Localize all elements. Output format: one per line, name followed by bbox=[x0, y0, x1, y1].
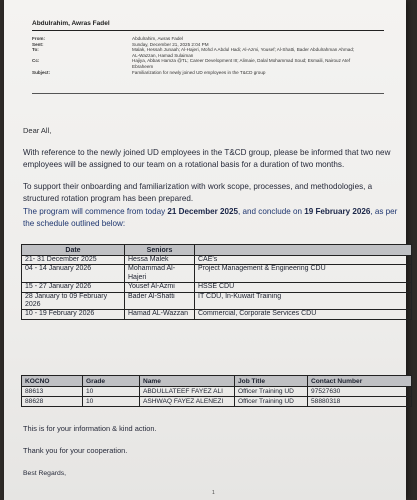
roster-header-kocno: KOCNO bbox=[22, 376, 83, 387]
schedule-dept: Project Management & Engineering CDU bbox=[195, 265, 412, 283]
schedule-dept: CAE's bbox=[195, 256, 412, 265]
regards-line: Best Regards, bbox=[23, 470, 67, 477]
roster-grade: 10 bbox=[83, 387, 140, 397]
roster-contact: 58880318 bbox=[308, 397, 412, 407]
roster-header-name: Name bbox=[140, 376, 235, 387]
roster-name: ABDULLATEEF FAYEZ ALI bbox=[140, 387, 235, 397]
schedule-date: 10 - 19 February 2026 bbox=[22, 310, 125, 319]
schedule-date: 15 - 27 January 2026 bbox=[22, 283, 125, 292]
roster-row bbox=[22, 397, 412, 407]
header-divider bbox=[32, 30, 384, 31]
to-value: Malak, Hessah Junaah; Al-Hajeri, Mohd A Abdul Hadi; Al-Azmi, Yousef; Al-Shatti, Bader Abdulrahman Ahmad; AL-Wazzan, Hamad Sulaiman bbox=[132, 47, 355, 58]
schedule-header-seniors: Seniors bbox=[125, 245, 195, 256]
schedule-row bbox=[22, 283, 412, 292]
roster-contact: 97527630 bbox=[308, 387, 412, 397]
schedule-senior: Bader Al-Shatti bbox=[125, 292, 195, 310]
greeting: Dear All, bbox=[23, 126, 52, 135]
schedule-row bbox=[22, 292, 412, 310]
thanks-line: Thank you for your cooperation. bbox=[23, 446, 128, 455]
roster-name: ASHWAQ FAYEZ ALENEZI bbox=[140, 397, 235, 407]
email-header-block bbox=[32, 36, 362, 75]
to-label: To: bbox=[32, 47, 39, 53]
program-paragraph bbox=[23, 206, 398, 231]
schedule-header-dept bbox=[195, 245, 412, 256]
header-bottom-divider bbox=[32, 93, 384, 94]
schedule-senior: Mohammad Al-Hajeri bbox=[125, 265, 195, 283]
roster-header-contact: Contact Number bbox=[308, 376, 412, 387]
sent-value: Sunday, December 21, 2025 2:04 PM bbox=[132, 41, 209, 47]
sender-name: Abdulrahim, Awras Fadel bbox=[32, 20, 110, 27]
roster-grade: 10 bbox=[83, 397, 140, 407]
schedule-senior: Hessa Malek bbox=[125, 256, 195, 265]
schedule-row bbox=[22, 256, 412, 265]
schedule-senior: Yousef Al-Azmi bbox=[125, 283, 195, 292]
from-label: From: bbox=[32, 36, 46, 41]
support-paragraph: To support their onboarding and familiarization with work scope, processes, and methodologies, a structured rotation program has been prepared. bbox=[23, 182, 373, 204]
roster-header-job-title: Job Title bbox=[235, 376, 308, 387]
schedule-table bbox=[21, 244, 412, 320]
info-line: This is for your information & kind action. bbox=[23, 424, 157, 433]
header-to-row bbox=[32, 47, 362, 58]
subject-value: Familiarization for newly joined UD employees in the T&CD group bbox=[132, 69, 266, 75]
roster-job-title: Officer Training UD bbox=[235, 397, 308, 407]
roster-kocno: 88628 bbox=[22, 397, 83, 407]
roster-kocno: 88613 bbox=[22, 387, 83, 397]
schedule-header-date: Date bbox=[22, 245, 125, 256]
schedule-date: 21- 31 December 2025 bbox=[22, 256, 125, 265]
schedule-date: 04 - 14 January 2026 bbox=[22, 265, 125, 283]
header-cc-row bbox=[32, 58, 362, 69]
schedule-dept: IT CDU, In-Kuwait Training bbox=[195, 292, 412, 310]
program-end-date: 19 February 2026 bbox=[304, 207, 371, 216]
schedule-row bbox=[22, 265, 412, 283]
schedule-date: 28 January to 09 February 2026 bbox=[22, 292, 125, 310]
program-start-date: 21 December 2025 bbox=[167, 207, 239, 216]
printed-email-page bbox=[4, 0, 406, 500]
roster-row bbox=[22, 387, 412, 397]
schedule-row bbox=[22, 310, 412, 319]
program-text-mid: , and conclude on bbox=[238, 207, 305, 216]
roster-header-row bbox=[22, 376, 412, 387]
cc-label: Cc: bbox=[32, 58, 40, 64]
roster-header-grade: Grade bbox=[83, 376, 140, 387]
employee-roster-table bbox=[21, 375, 412, 407]
schedule-dept: Commercial, Corporate Services CDU bbox=[195, 310, 412, 319]
roster-job-title: Officer Training UD bbox=[235, 387, 308, 397]
program-text-pre: The program will commence from today bbox=[23, 207, 168, 216]
header-subject-row bbox=[32, 70, 362, 76]
program-text-post: , as per the schedule outlined below: bbox=[23, 207, 398, 229]
sent-label: Sent: bbox=[32, 41, 44, 47]
intro-paragraph: With reference to the newly joined UD employees in the T&CD group, please be informed that two new employees will be assigned to our team on a rotational basis for a duration of two months. bbox=[23, 148, 391, 170]
schedule-header-row bbox=[22, 245, 412, 256]
cc-value: Hajiya, Abbas Hamza @TL; Career Development III; Alimaie, Dalal Mohammad Soud; Esmaili, Nairouz Atef Ebraheem bbox=[132, 58, 351, 69]
from-value: Abdulrahim, Awras Fadel bbox=[132, 36, 183, 41]
page-number: 1 bbox=[212, 490, 215, 496]
schedule-dept: HSSE CDU bbox=[195, 283, 412, 292]
schedule-senior: Hamad AL-Wazzan bbox=[125, 310, 195, 319]
subject-label: Subject: bbox=[32, 69, 51, 75]
